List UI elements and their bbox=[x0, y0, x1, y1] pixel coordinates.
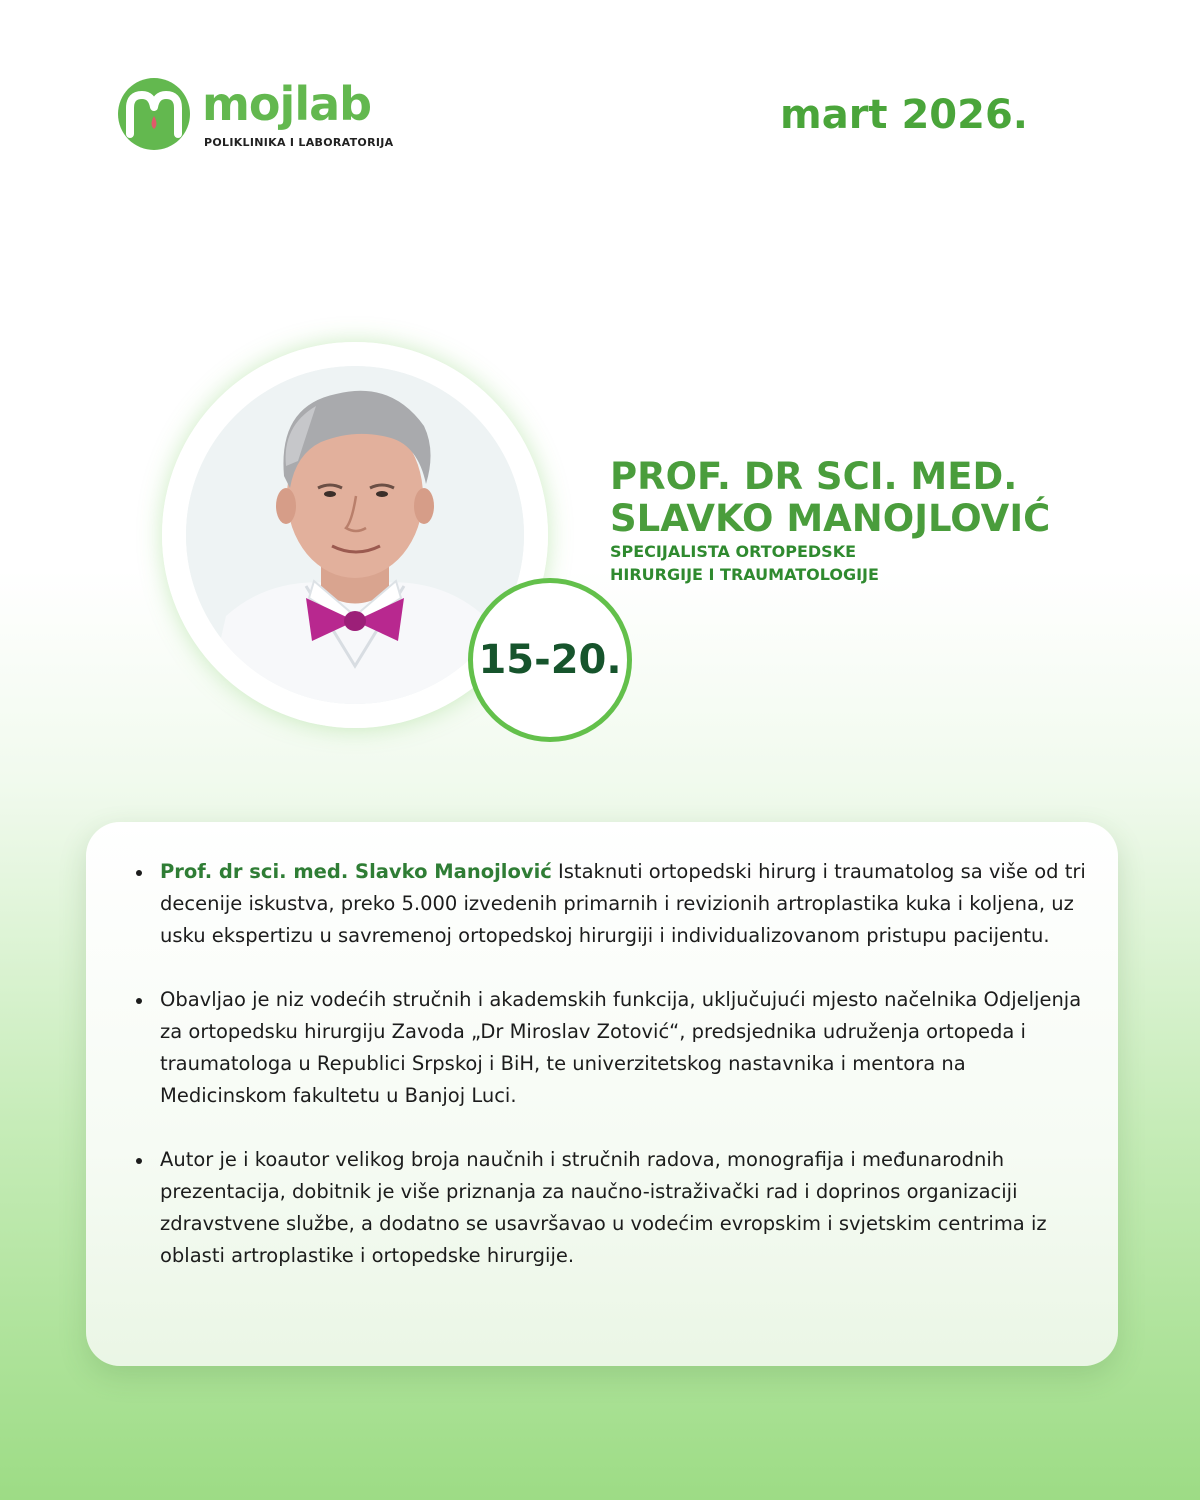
doctor-name bbox=[610, 456, 1050, 540]
logo-word-lab: lab bbox=[294, 77, 372, 131]
brand-logo bbox=[118, 78, 418, 158]
bio-item-text: Autor je i koautor velikog broja naučnih i stručnih radova, monografija i međunarodnih prezentacija, dobitnik je više priznanja za naučno-istraživački rad i doprinos organizaciji zdravstvene službe, a dodatno se usavršavao u vodećim evropskim i svjetskim centrima iz oblasti artroplastike i ortopedske hirurgije. bbox=[160, 1148, 1047, 1267]
logo-wordmark bbox=[202, 78, 371, 130]
bio-item-text: Istaknuti ortopedski hirurg i traumatolog sa više od tri decenije iskustva, preko 5.000 izvedenih primarnih i revizionih artroplastika kuka i koljena, uz usku ekspertizu u savremenoj ortopedskoj hirurgiji i individualizovanom pristupu pacijentu. bbox=[160, 860, 1086, 947]
doctor-name-line2: SLAVKO MANOJLOVIĆ bbox=[610, 497, 1051, 540]
doctor-specialty-line1: SPECIJALISTA ORTOPEDSKE bbox=[610, 542, 857, 561]
bio-item bbox=[132, 984, 1097, 1112]
doctor-specialty bbox=[610, 540, 879, 586]
bio-item bbox=[132, 1144, 1097, 1272]
doctor-name-line1: PROF. DR SCI. MED. bbox=[610, 455, 1018, 498]
doctor-specialty-line2: HIRURGIJE I TRAUMATOLOGIJE bbox=[610, 565, 879, 584]
bio-item bbox=[132, 856, 1097, 952]
logo-subtitle: POLIKLINIKA I LABORATORIJA bbox=[204, 136, 394, 149]
date-range-badge: 15-20. bbox=[468, 578, 632, 742]
bio-list bbox=[132, 856, 1097, 1304]
logo-m-icon bbox=[118, 78, 190, 150]
bio-item-highlight: Prof. dr sci. med. Slavko Manojlović bbox=[160, 860, 552, 883]
bio-item-text: Obavljao je niz vodećih stručnih i akademskih funkcija, uključujući mjesto načelnika Odjeljenja za ortopedsku hirurgiju Zavoda „Dr Miroslav Zotović“, predsjednika udruženja ortopeda i traumatologa u Republici Srpskoj i BiH, te univerzitetskog nastavnika i mentora na Medicinskom fakultetu u Banjoj Luci. bbox=[160, 988, 1082, 1107]
logo-word-moj: moj bbox=[202, 77, 295, 131]
month-date: mart 2026. bbox=[780, 92, 1028, 138]
